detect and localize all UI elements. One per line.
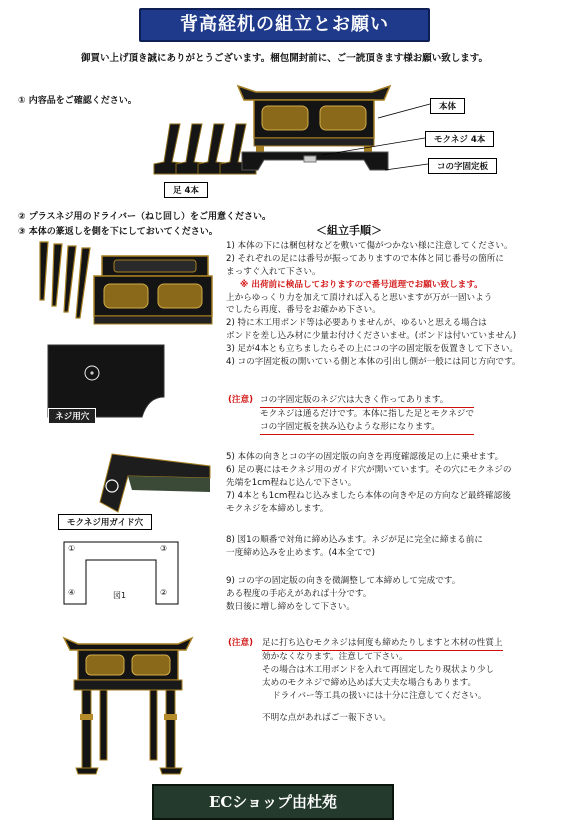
caution1-label: (注意)	[228, 395, 254, 405]
caution2-line-5: ドライバー等工具の扱いには十分に注意してください。	[272, 690, 487, 701]
step-6-cont: 先端を1cm程ねじ込んで下さい。	[226, 477, 357, 488]
body-label: 本体	[430, 98, 465, 114]
step-8: 8) 図1の順番で対角に締め込みます。ネジが足に完全に締まる前に	[226, 535, 483, 545]
step-2-cont3: でしたら再度、番号をお確かめ下さい。	[226, 305, 381, 316]
steps-block-4	[226, 575, 460, 614]
caution2-line-1: 足に打ち込むモクネジは何度も締めたりしますと木材の性質上	[262, 637, 503, 651]
caution1-line-2: モクネジは通るだけです。本体に指した足とモクネジで	[260, 408, 474, 419]
screws-label: モクネジ 4本	[425, 131, 494, 147]
step-3: 3) 足が4本とも立ちましたらその上にコの字の固定版を仮置きして下さい。	[226, 344, 519, 355]
step-2-note: ※ 出荷前に検品しておりますので番号道理でお願い致します。	[240, 279, 483, 290]
page-title: 背高経机の組立とお願い	[139, 8, 430, 42]
step-9-cont: ある程度の手応えがあれば十分です。	[226, 588, 372, 599]
caution2-line-2: 効かなくなります。注意して下さい。	[262, 651, 408, 662]
check-contents: ① 内容品をご確認ください。	[18, 96, 137, 106]
caution1-block	[260, 394, 474, 435]
step-1: 1) 本体の下には梱包材などを敷いて傷がつかない様に注意してください。	[226, 241, 513, 251]
caution2-block	[262, 637, 503, 725]
intro-text: 御買い上げ頂き誠にありがとうございます。梱包開封前に、ご一読頂きます様お願い致します。	[81, 53, 488, 64]
assembled-desk-illustration	[62, 628, 194, 776]
shop-name-banner: ECショップ由杜苑	[152, 784, 394, 820]
guide-hole-label: モクネジ用ガイド穴	[58, 514, 152, 530]
closing-note: 不明な点があればご一報下さい。	[262, 713, 391, 724]
step-2-cont2: 上からゆっくり力を加えて頂ければ入ると思いますが万が一固いよう	[226, 292, 493, 303]
procedure-title: ＜組立手順＞	[316, 224, 382, 237]
step-2-cont: まっすぐ入れて下さい。	[226, 266, 321, 277]
step-7: 7) 4本とも1cm程ねじ込みましたら本体の向きや足の方向など最終確認後	[226, 490, 511, 501]
step-5: 5) 本体の向きとコの字の固定版の向きを再度確認後足の上に乗せます。	[226, 452, 504, 462]
caution1-line-1: コの字固定版のネジ穴は大きく作ってあります。	[260, 394, 474, 408]
step-4: 4) コの字固定板の開いている側と本体の引出し側が一般には同じ方向です。	[226, 357, 521, 368]
step-7-cont: モクネジを本締めします。	[226, 503, 329, 514]
steps-block-2	[226, 451, 511, 515]
step-9: 9) コの字の固定版の向きを微調整して本締めして完成です。	[226, 576, 461, 586]
check-driver: ② プラスネジ用のドライバー（ねじ回し）をご用意ください。	[18, 212, 272, 222]
guide-hole-closeup	[98, 452, 212, 516]
screw-hole-callout: ネジ用穴	[48, 408, 96, 424]
figure1-num-2: ②	[160, 588, 168, 597]
figure1-num-1: ①	[68, 544, 76, 553]
step-8-cont: 一度締め込みを止めます。(4本全てで)	[226, 547, 375, 558]
step-2b-cont: ボンドを差し込み材に少量お付けくださいませ。(ボンドは付いていません)	[226, 331, 517, 342]
check-orientation: ③ 本体の篆返しを側を下にしておいてください。	[18, 227, 218, 237]
frame-label: コの字固定板	[428, 158, 497, 174]
caution1-line-3: コの字固定板を挟み込むような形になります。	[260, 421, 474, 435]
steps-block-1	[226, 240, 520, 369]
step-2: 2) それぞれの足には番号が振ってありますので本体と同じ番号の箇所に	[226, 253, 504, 264]
inverted-body-illustration	[34, 240, 214, 330]
legs-label: 足 4本	[164, 182, 208, 198]
figure1-num-3: ③	[160, 544, 168, 553]
caution2-label: (注意)	[228, 638, 254, 648]
figure1-label: 図1	[113, 591, 127, 600]
caution2-line-4: 太めのモクネジで締め込めば大丈夫な場合もあります。	[262, 677, 477, 688]
figure1-num-4: ④	[68, 588, 76, 597]
step-9-cont2: 数日後に増し締めをして下さい。	[226, 601, 355, 612]
step-2b: 2) 特に木工用ボンド等は必要ありませんが、ゆるいと思える場合は	[226, 318, 487, 329]
step-6: 6) 足の裏にはモクネジ用のガイド穴が開いています。その穴にモクネジの	[226, 464, 512, 475]
steps-block-3	[226, 534, 483, 560]
caution2-line-3: その場合は木工用ボンドを入れて再固定したり現状より少し	[262, 664, 495, 675]
